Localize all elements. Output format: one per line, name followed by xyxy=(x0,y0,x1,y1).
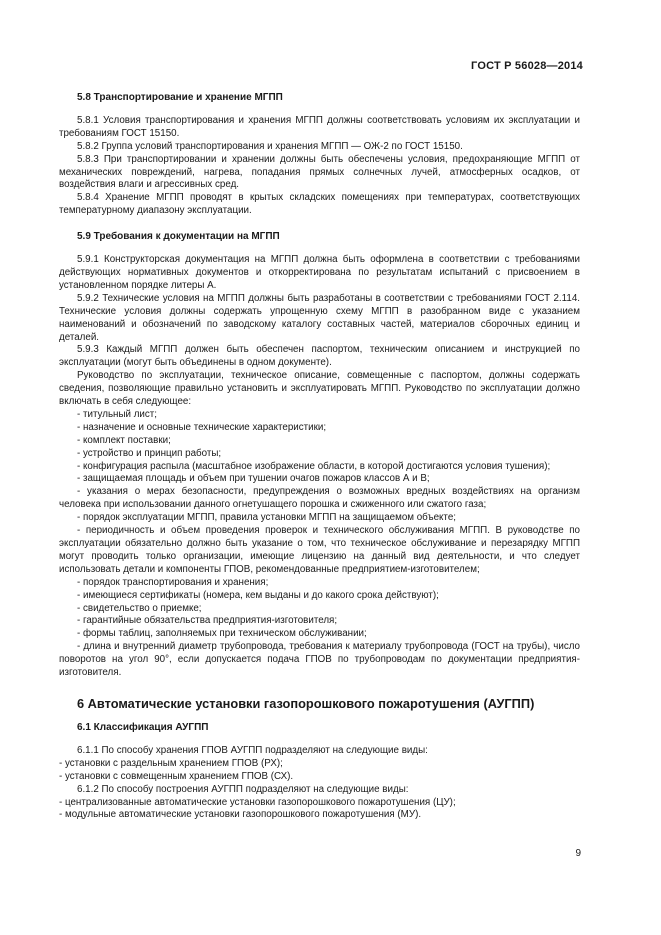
list-item: - имеющиеся сертификаты (номера, кем выданы и до какого срока действуют); xyxy=(77,589,439,601)
paragraph-5-9-1: 5.9.1 Конструкторская документация на МГПП должна быть оформлена в соответствии с требованиями действующих нормативных документов и откорректирована по результатам испытаний с присвоением в установленном порядке литеры А. xyxy=(59,254,580,291)
section-heading-5-9: 5.9 Требования к документации на МГПП xyxy=(77,231,280,243)
list-item: - модульные автоматические установки газопорошкового пожаротушения (МУ). xyxy=(59,809,422,821)
paragraph-5-8-4: 5.8.4 Хранение МГПП проводят в крытых складских помещениях при температурах, соответствующих температурному диапазону эксплуатации. xyxy=(59,192,580,217)
paragraph-5-8-2: 5.8.2 Группа условий транспортирования и хранения МГПП — ОЖ-2 по ГОСТ 15150. xyxy=(77,140,463,152)
list-item: - гарантийные обязательства предприятия-изготовителя; xyxy=(77,615,338,627)
list-item: - устройство и принцип работы; xyxy=(77,447,222,459)
list-item: - указания о мерах безопасности, предупреждения о возможных вредных воздействиях на организм человека при использовании данного огнетушащего порошка и сжиженного или сжатого газа; xyxy=(59,486,580,511)
section-heading-6-1: 6.1 Классификация АУГПП xyxy=(77,721,209,733)
document-body xyxy=(59,92,580,822)
paragraph-manual-contents: Руководство по эксплуатации, техническое описание, совмещенные с паспортом, должны содержать сведения, позволяющие правильно установить и эксплуатировать МГПП. Руководство по эксплуатации должно включать в себя следующее: xyxy=(59,370,580,408)
paragraph-5-8-1: 5.8.1 Условия транспортирования и хранения МГПП должны соответствовать условиям их эксплуатации и требованиям ГОСТ 15150. xyxy=(59,114,580,139)
list-item: - защищаемая площадь и объем при тушении очагов пожаров классов А и В; xyxy=(77,473,430,485)
list-item: - формы таблиц, заполняемых при техническом обслуживании; xyxy=(77,628,367,640)
list-item: - длина и внутренний диаметр трубопровода, требования к материалу трубопровода (ГОСТ на трубы), число поворотов на угол 90°, если допускается подача ГПОВ по трубопроводам по документации предприятия-изготовителя. xyxy=(59,641,580,679)
list-item: - свидетельство о приемке; xyxy=(77,602,202,614)
paragraph-5-9-3: 5.9.3 Каждый МГПП должен быть обеспечен паспортом, техническим описанием и инструкцией по эксплуатации (могут быть объединены в одном документе). xyxy=(59,344,580,369)
list-item: - назначение и основные технические характеристики; xyxy=(77,421,327,433)
list-item: - установки с раздельным хранением ГПОВ (РХ); xyxy=(59,757,283,769)
paragraph-5-8-3: 5.8.3 При транспортировании и хранении должны быть обеспечены условия, предохраняющие МГПП от механических повреждений, нагрева, попадания прямых солнечных лучей, атмосферных осадков, от воздействия влаги и агрессивных сред. xyxy=(59,153,580,191)
list-item: - централизованные автоматические установки газопорошкового пожаротушения (ЦУ); xyxy=(59,796,456,808)
chapter-heading-6: 6 Автоматические установки газопорошкового пожаротушения (АУГПП) xyxy=(77,695,535,711)
list-item: - комплект поставки; xyxy=(77,434,171,446)
section-heading-5-8: 5.8 Транспортирование и хранение МГПП xyxy=(77,92,283,103)
paragraph-5-9-2: 5.9.2 Технические условия на МГПП должны быть разработаны в соответствии с требованиями ГОСТ 2.114. Технические условия должны содержать упрощенную схему МГПП в разобранном виде с указанием наименований и обозначений по заводскому каталогу составных частей, материалов сборочных единиц и деталей. xyxy=(59,292,580,343)
paragraph-6-1-1: 6.1.1 По способу хранения ГПОВ АУГПП подразделяют на следующие виды: xyxy=(77,744,428,756)
list-item: - порядок эксплуатации МГПП, правила установки МГПП на защищаемом объекте; xyxy=(77,512,456,524)
list-item: - периодичность и объем проведения проверок и технического обслуживания МГПП. В руководстве по эксплуатации обязательно должно быть указание о том, что техническое обслуживание и перезарядку МГПП могут проводить только организации, имеющие лицензию на данный вид деятельности, и что следует использовать детали и компоненты ГПОВ, рекомендованные предприятием-изготовителем; xyxy=(59,525,580,575)
list-item: - конфигурация распыла (масштабное изображение области, в которой достигаются условия тушения); xyxy=(77,460,551,472)
list-item: - титульный лист; xyxy=(77,408,157,420)
list-item: - порядок транспортирования и хранения; xyxy=(77,576,269,588)
list-item: - установки с совмещенным хранением ГПОВ (СХ). xyxy=(59,770,294,782)
page-number: 9 xyxy=(575,848,581,859)
paragraph-6-1-2: 6.1.2 По способу построения АУГПП подразделяют на следующие виды: xyxy=(77,783,409,795)
page-header-standard-code: ГОСТ Р 56028—2014 xyxy=(471,60,583,72)
